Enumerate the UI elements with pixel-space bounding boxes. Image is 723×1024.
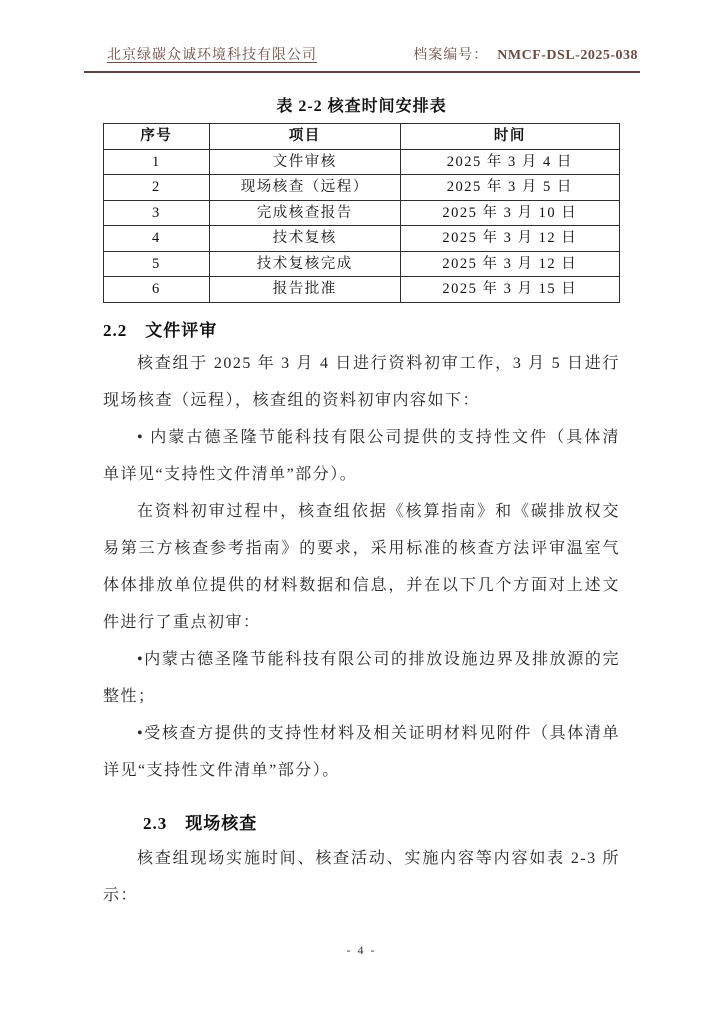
table-row: [104, 149, 620, 175]
cell-no: 2: [104, 175, 210, 201]
column-header-time: 时间: [400, 124, 619, 150]
cell-time: 2025 年 3 月 10 日: [400, 200, 619, 226]
cell-item: 报告批准: [209, 277, 400, 303]
bullet-boundary-completeness: •内蒙古德圣隆节能科技有限公司的排放设施边界及排放源的完整性；: [103, 650, 620, 705]
table-header-row: [104, 124, 620, 150]
bullet-supporting-files: • 内蒙古德圣隆节能科技有限公司提供的支持性文件（具体清单详见“支持性文件清单”部分）。: [103, 428, 620, 483]
table-caption: 表 2-2 核查时间安排表: [276, 98, 447, 115]
paragraph-onsite-intro: 核查组现场实施时间、核查活动、实施内容等内容如表 2-3 所示：: [103, 849, 620, 904]
table-row: [104, 175, 620, 201]
schedule-table: [103, 123, 620, 303]
cell-time: 2025 年 3 月 4 日: [400, 149, 619, 175]
cell-item: 技术复核完成: [209, 251, 400, 277]
bullet-evidence-materials: •受核查方提供的支持性材料及相关证明材料见附件（具体清单详见“支持性文件清单”部分）。: [103, 724, 620, 779]
page-number: - 4 -: [346, 943, 377, 957]
header-file-number: [413, 44, 638, 64]
document-body: [103, 93, 620, 914]
cell-time: 2025 年 3 月 5 日: [400, 175, 619, 201]
cell-item: 技术复核: [209, 226, 400, 252]
paragraph-initial-review: 核查组于 2025 年 3 月 4 日进行资料初审工作，3 月 5 日进行现场核查（远程），核查组的资料初审内容如下：: [103, 354, 620, 409]
cell-time: 2025 年 3 月 12 日: [400, 226, 619, 252]
cell-no: 1: [104, 149, 210, 175]
file-number-value: NMCF-DSL-2025-038: [497, 48, 638, 63]
cell-time: 2025 年 3 月 15 日: [400, 277, 619, 303]
header-company-name: 北京绿碳众诚环境科技有限公司: [107, 48, 317, 63]
page-header: [84, 44, 640, 73]
paragraph-review-method: 在资料初审过程中，核查组依据《核算指南》和《碳排放权交易第三方核查参考指南》的要求，采用标准的核查方法评审温室气体体排放单位提供的材料数据和信息，并在以下几个方面对上述文件进行了重点初审：: [103, 502, 620, 631]
table-row: [104, 277, 620, 303]
table-row: [104, 251, 620, 277]
cell-no: 4: [104, 226, 210, 252]
cell-item: 现场核查（远程）: [209, 175, 400, 201]
section-heading-2-2: 2.2 文件评审: [103, 320, 218, 340]
cell-no: 6: [104, 277, 210, 303]
file-number-label: 档案编号：: [413, 48, 489, 63]
column-header-item: 项目: [209, 124, 400, 150]
table-row: [104, 226, 620, 252]
cell-no: 3: [104, 200, 210, 226]
cell-item: 完成核查报告: [209, 200, 400, 226]
section-heading-2-3: 2.3 现场核查: [143, 813, 258, 833]
cell-no: 5: [104, 251, 210, 277]
cell-item: 文件审核: [209, 149, 400, 175]
column-header-no: 序号: [104, 124, 210, 150]
cell-time: 2025 年 3 月 12 日: [400, 251, 619, 277]
table-row: [104, 200, 620, 226]
